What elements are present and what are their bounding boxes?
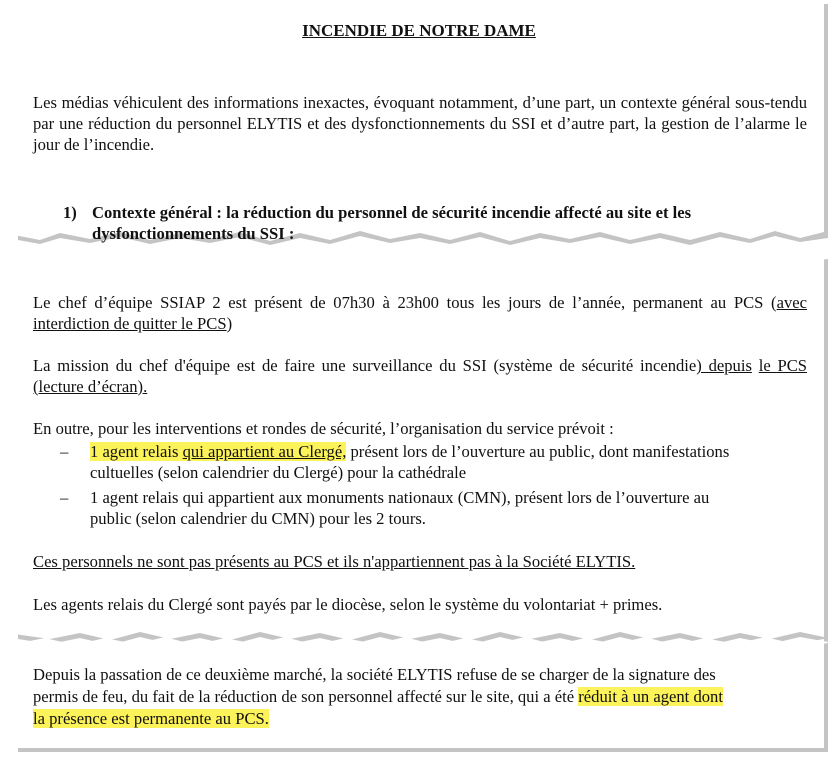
intro-paragraph: Les médias véhiculent des informations inexactes, évoquant notamment, d’une part, un contexte général sous-tendu par une réduction du personnel ELYTIS et des dysfonctionnements du SSI et d’autre part, la gestion de l’alarme le jour de l’incendie. — [33, 93, 807, 154]
chef-equipe-underlined: avec interdiction de quitter le PCS — [33, 293, 807, 333]
chef-equipe-text: Le chef d’équipe SSIAP 2 est présent de 07h30 à 23h00 tous les jours de l’année, permanent au PCS — [33, 293, 764, 312]
bullet1-highlight — [90, 442, 346, 461]
mission-underlined-2: le PCS (lecture d’écran). — [33, 356, 807, 396]
bullet1-highlight-underlined: qui appartient au Clergé, — [182, 442, 347, 461]
permis-line2-highlight: réduit à un agent dont — [578, 687, 723, 706]
chef-equipe-paragraph: Le chef d’équipe SSIAP 2 est présent de 07h30 à 23h00 tous les jours de l’année, permanent au PCS (avec interdiction de quitter le PCS) — [33, 293, 807, 333]
permis-line2 — [33, 686, 823, 707]
section-number: 1) — [63, 203, 77, 222]
mission-underlined-1: ) depuis — [696, 356, 752, 375]
bullet2-line1: 1 agent relais qui appartient aux monuments nationaux (CMN), présent lors de l’ouverture au — [90, 488, 710, 507]
permis-line3-highlight: la présence est permanente au PCS. — [33, 709, 269, 728]
clerge-payment: Les agents relais du Clergé sont payés par le diocèse, selon le système du volontariat + primes. — [33, 595, 663, 614]
organisation-intro: En outre, pour les interventions et rondes de sécurité, l’organisation du service prévoit : — [33, 419, 614, 438]
document-title: INCENDIE DE NOTRE DAME — [302, 21, 536, 40]
bullet2-dash: – — [60, 488, 69, 507]
bullet1-line2: cultuelles (selon calendrier du Clergé) pour la cathédrale — [90, 463, 467, 482]
bullet2-line2: public (selon calendrier du CMN) pour les 2 tours. — [90, 509, 426, 528]
personnel-statement: Ces personnels ne sont pas présents au PCS et ils n'appartiennent pas à la Société ELYTIS. — [33, 552, 636, 571]
mission-text: La mission du chef d'équipe est de faire une surveillance du SSI (système de sécurité incendie — [33, 356, 697, 375]
permis-line3 — [33, 708, 269, 729]
bullet1-highlight-plain: 1 agent relais — [90, 442, 183, 461]
bullet1-line1 — [90, 441, 810, 462]
section-heading-line2: dysfonctionnements du SSI : — [92, 224, 295, 243]
mission-paragraph — [33, 355, 807, 397]
permis-line1: Depuis la passation de ce deuxième marché, la société ELYTIS refuse de se charger de la signature des — [33, 665, 716, 684]
bullet1-dash: – — [60, 442, 69, 461]
bullet1-rest-line1: présent lors de l’ouverture au public, dont manifestations — [346, 442, 730, 461]
section-heading-line1: Contexte général : la réduction du personnel de sécurité incendie affecté au site et les — [92, 203, 692, 222]
permis-line2-plain: permis de feu, du fait de la réduction de son personnel affecté sur le site, qui a été — [33, 687, 579, 706]
